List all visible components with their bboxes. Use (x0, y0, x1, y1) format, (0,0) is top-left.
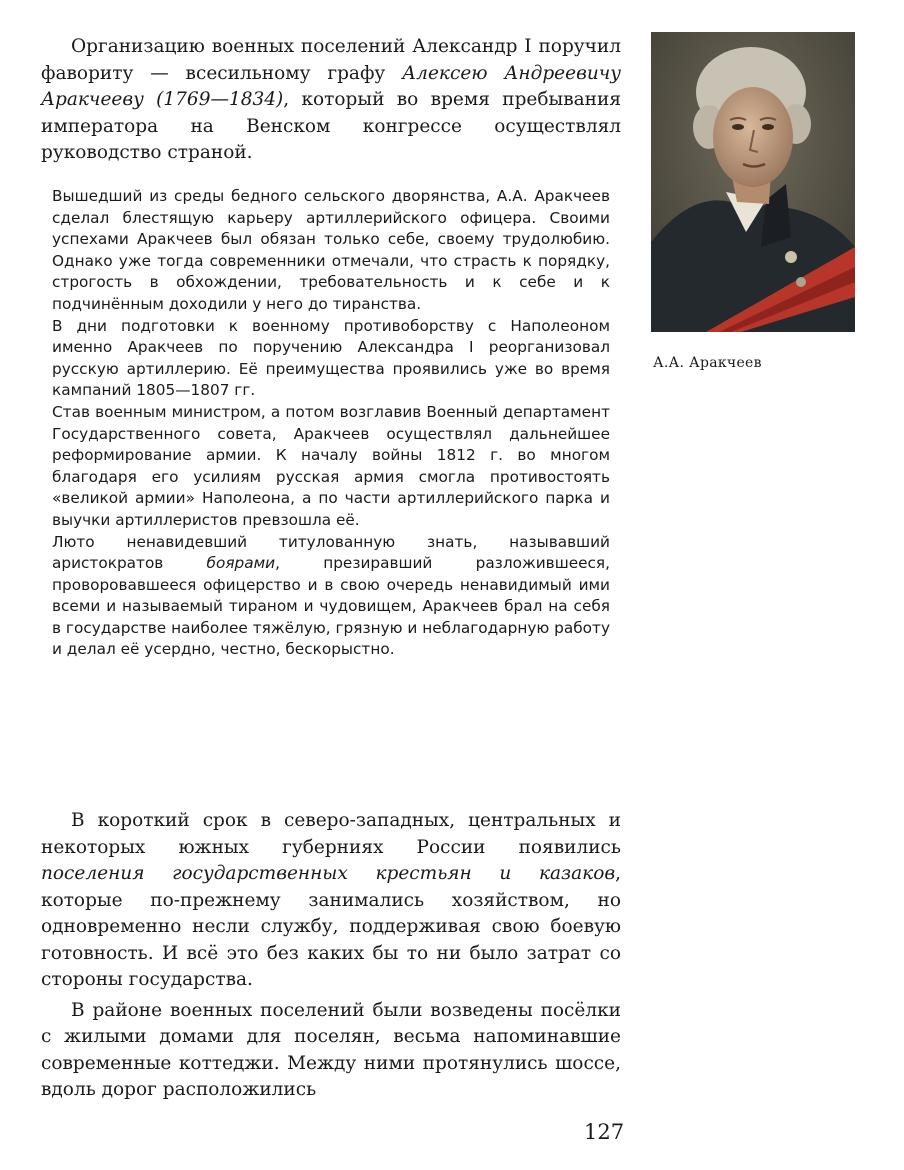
intro-text (41, 34, 621, 167)
biography-insert (52, 186, 610, 661)
settlements-italic: поселения государственных крестьян и казаков (41, 863, 616, 884)
outro-p1-start: В короткий срок в северо-западных, центральных и некоторых южных губерниях России появились (41, 810, 621, 858)
insert-paragraph-1: Вышедший из среды бедного сельского дворянства, А.А. Аракчеев сделал блестящую карьеру артиллерийского офицера. Своими успехами Аракчеев был обязан только себе, своему трудолюбию. Однако уже тогда современники отмечали, что страсть к порядку, строгость в обхождении, требовательность и к себе и к подчинённым доходили у него до тиранства. (52, 187, 610, 313)
insert-paragraph-3: Став военным министром, а потом возглавив Военный департамент Государственного совета, Аракчеев осуществлял дальнейшее реформирование армии. К началу войны 1812 г. во многом благодаря его усилиям русская армия смогла противостоять «великой армии» Наполеона, а по части артиллерийского парка и выучки артиллеристов превзошла её. (52, 402, 610, 529)
page-number: 127 (584, 1120, 625, 1144)
intro-text-start: Организацию военных поселений Александр I поручил фавориту — всесильному графу (41, 36, 621, 84)
insert-p4-start: Люто ненавидевший титулованную знать, называвший аристократов (52, 532, 610, 573)
boyars-italic: боярами (206, 554, 276, 573)
outro-paragraph-2: В районе военных поселений были возведены посёлки с жилыми домами для поселян, весьма напоминавшие современные коттеджи. Между ними протянулись шоссе, вдоль дорог расположились (41, 999, 621, 1100)
insert-p4-end: , презиравший разложившееся, проворовавшееся офицерство и в свою очередь ненавидимый ими всеми и называемый тираном и чудовищем, Аракчеев брал на себя в государстве наиболее тяжёлую, грязную и неблагодарную работу и делал её усердно, честно, бескорыстно. (52, 554, 610, 659)
intro-text-end: , который во время пребывания императора на Венском конгрессе осуществлял руководство страной. (41, 89, 622, 163)
insert-paragraph-2: В дни подготовки к военному противоборству с Наполеоном именно Аракчеев по поручению Александра I реорганизовал русскую артиллерию. Её преимущества проявились уже во время кампаний 1805—1807 гг. (52, 316, 610, 400)
outro-text (41, 808, 621, 1104)
arakcheev-portrait (651, 32, 855, 332)
intro-paragraph (41, 34, 621, 167)
arakcheev-name-italic: Алексею Андреевичу Аракчееву (1769—1834) (41, 62, 621, 110)
insert-paragraph-4 (52, 532, 610, 662)
portrait-caption: А.А. Аракчеев (653, 355, 762, 371)
outro-p1-end: , которые по-прежнему занимались хозяйством, но одновременно несли службу, поддерживая свою боевую готовность. И всё это без каких бы то ни было затрат со стороны государства. (41, 863, 621, 990)
outro-paragraph-1 (41, 808, 621, 994)
